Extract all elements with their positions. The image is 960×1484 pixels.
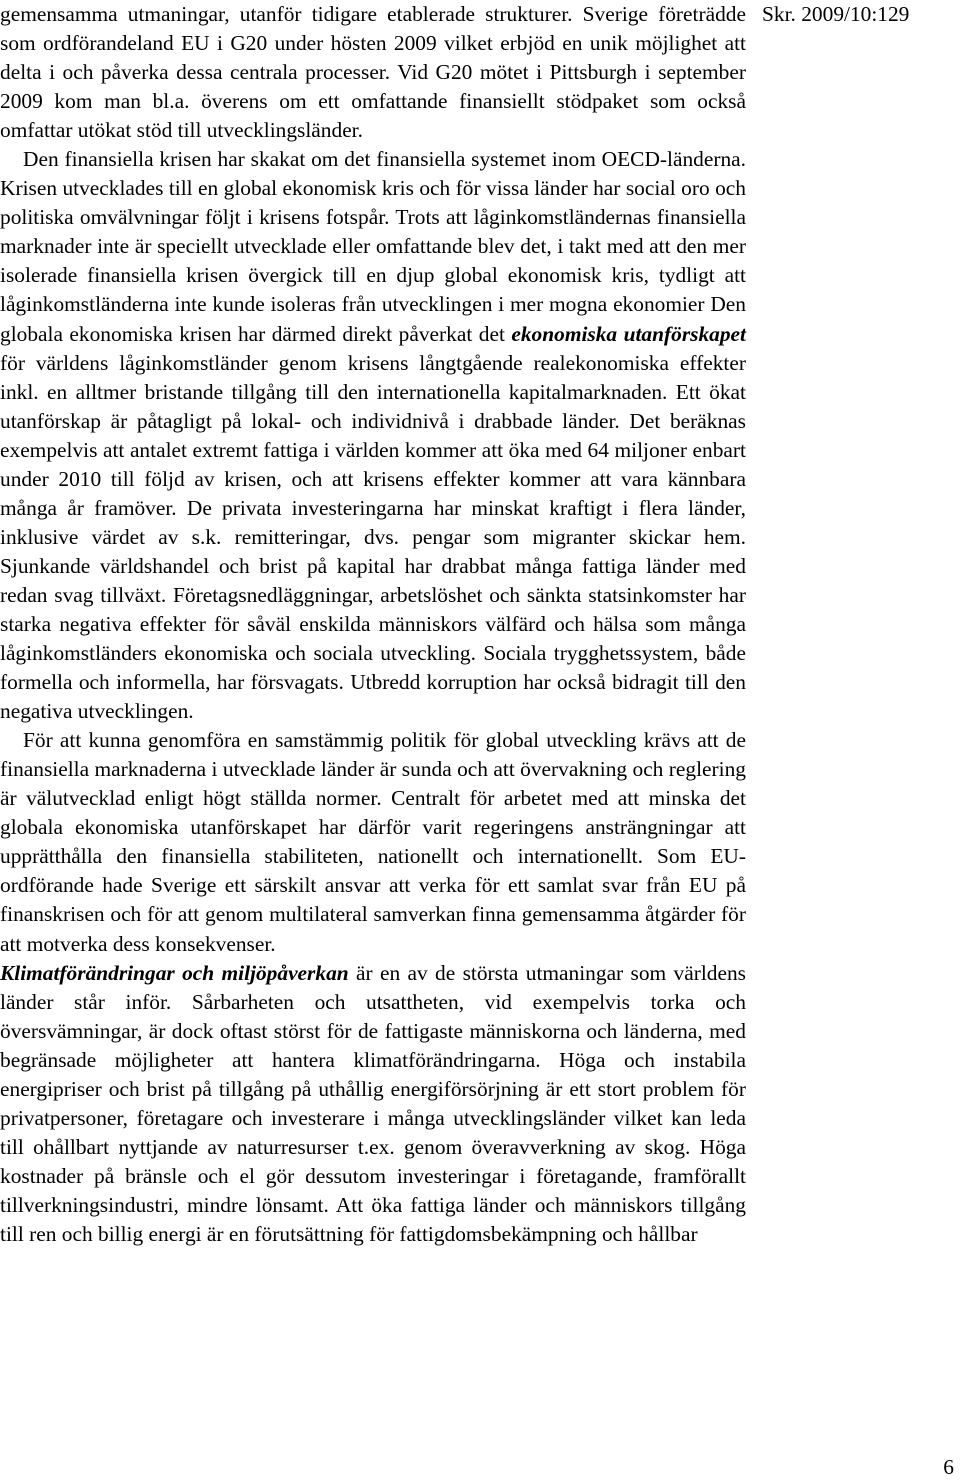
paragraph-financial-crisis-part-1: Den finansiella krisen har skakat om det finansiella systemet inom OECD-länderna. Krisen utvecklades till en global ekonomisk kris och för vissa länder har social oro och politiska omvälvningar följt i krisens fotspår. Trots att låginkomstländernas finansiella marknader inte är speciellt utvecklade eller omfattande blev det, i takt med att den mer isolerade finansiella krisen övergick till en djup global ekonomisk kris, tydligt att låginkomstländerna inte kunde isoleras från utvecklingen i mer mogna ekonomier Den globala ekonomiska krisen har därmed direkt påverkat det <box>0 147 746 346</box>
paragraph-climate <box>0 959 746 1249</box>
margin-document-reference: Skr. 2009/10:129 <box>762 2 910 26</box>
paragraph-policy-coherence: För att kunna genomföra en samstämmig politik för global utveckling krävs att de finansiella marknaderna i utvecklade länder är sunda och att övervakning och reglering är välutvecklad enligt högt ställda normer. Centralt för arbetet med att minska det globala ekonomiska utanförskapet har därför varit regeringens ansträngningar att upprätthålla den finansiella stabiliteten, nationellt och internationellt. Som EU-ordförande hade Sverige ett särskilt ansvar att verka för ett samlat svar från EU på finanskrisen och för att genom multilateral samverkan finna gemensamma åtgärder för att motverka dess konsekvenser. <box>0 728 746 956</box>
emphasis-klimatforandringar: Klimatförändringar och miljöpåverkan <box>0 960 349 985</box>
emphasis-ekonomiska-utanforskapet: ekonomiska utanförskapet <box>511 321 746 346</box>
paragraph-financial-crisis-part-2: för världens låginkomstländer genom krisens långtgående realekonomiska effekter inkl. en alltmer bristande tillgång till den internationella kapitalmarknaden. Ett ökat utanförskap är påtagligt på lokal- och individnivå i drabbade länder. Det beräknas exempelvis att antalet extremt fattiga i världen kommer att öka med 64 miljoner enbart under 2010 till följd av krisen, och att krisens effekter kommer att vara kännbara många år framöver. De privata investeringarna har minskat kraftigt i flera länder, inklusive värdet av s.k. remitteringar, dvs. pengar som migranter skickar hem. Sjunkande världshandel och brist på kapital har drabbat många fattiga länder med redan svag tillväxt. Företagsnedläggningar, arbetslöshet och sänkta statsinkomster har starka negativa effekter för såväl enskilda människors välfärd och hälsa som många låginkomstländers ekonomiska och sociala utveckling. Sociala trygghetssystem, både formella och informella, har försvagats. Utbredd korruption har också bidragit till den negativa utvecklingen. <box>0 350 746 724</box>
paragraph-financial-crisis <box>0 145 746 726</box>
paragraph-climate-text: är en av de största utmaningar som världens länder står inför. Sårbarheten och utsattheten, vid exempelvis torka och översvämningar, är dock oftast störst för de fattigaste människorna och länderna, med begränsade möjligheter att hantera klimatförändringarna. Höga och instabila energipriser och brist på tillgång på uthållig energiförsörjning är ett stort problem för privatpersoner, företagare och investerare i många utvecklingsländer vilket kan leda till ohållbart nyttjande av naturresurser t.ex. genom överavverkning av skog. Höga kostnader på bränsle och el gör dessutom investeringar i företagande, framförallt tillverkningsindustri, mindre lönsamt. Att öka fattiga länder och människors tillgång till ren och billig energi är en förutsättning för fattigdomsbekämpning och hållbar <box>0 960 746 1246</box>
page-number: 6 <box>943 1455 954 1479</box>
paragraph-g20: gemensamma utmaningar, utanför tidigare etablerade strukturer. Sverige företrädde som ordförandeland EU i G20 under hösten 2009 vilket erbjöd en unik möjlighet att delta i och påverka dessa centrala processer. Vid G20 mötet i Pittsburgh i september 2009 kom man bl.a. överens om ett omfattande finansiellt stödpaket som också omfattar utökat stöd till utvecklingsländer. <box>0 2 746 143</box>
